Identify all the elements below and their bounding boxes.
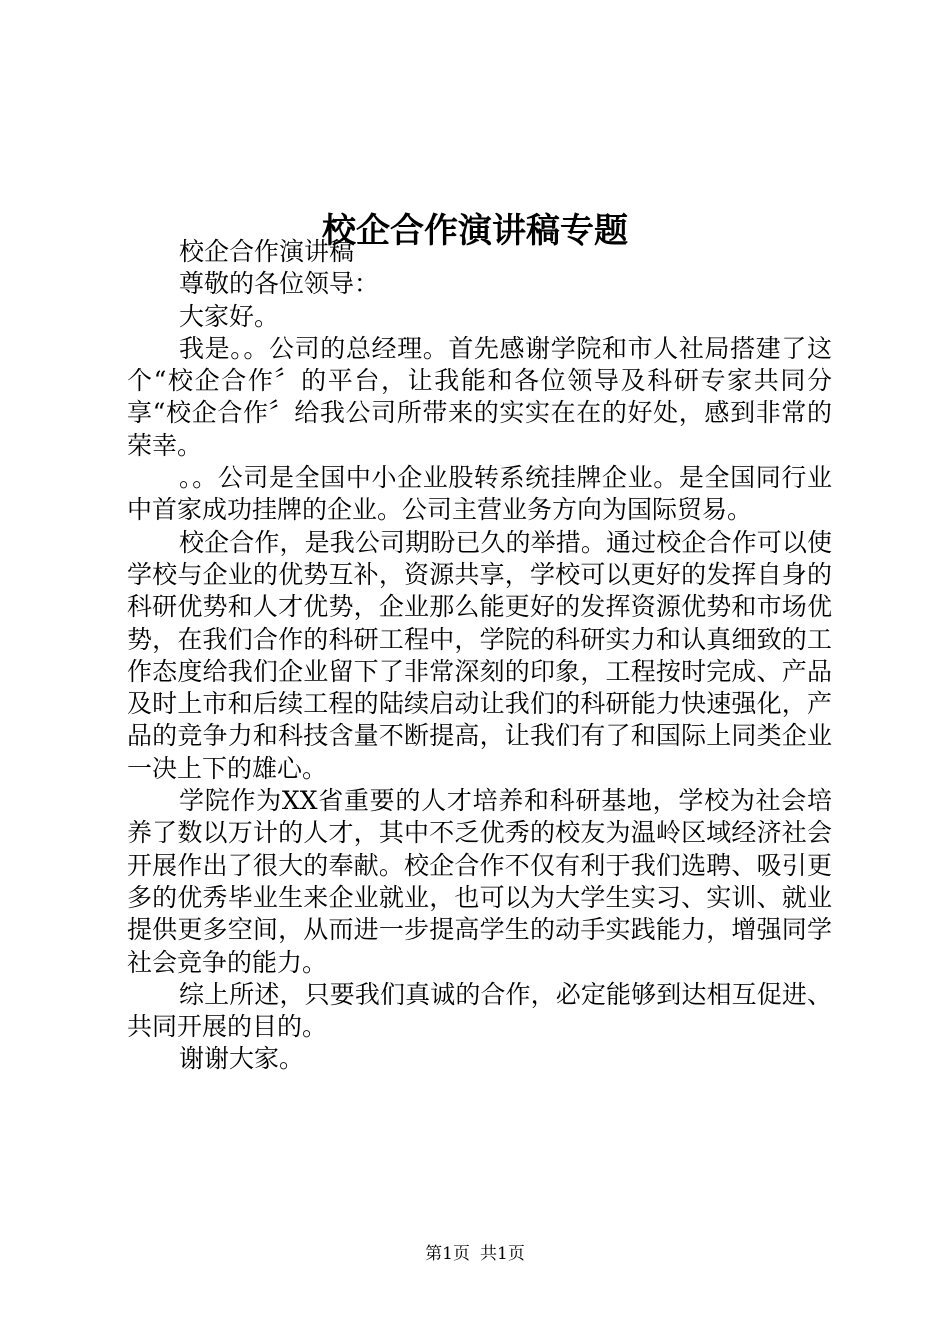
page-footer <box>0 1242 950 1266</box>
document-body <box>127 236 832 1076</box>
paragraph-thanks: 谢谢大家。 <box>179 1044 305 1074</box>
paragraph-greeting: 大家好。 <box>179 301 280 331</box>
paragraph-subtitle: 校企合作演讲稿 <box>179 237 355 266</box>
paragraph-company-profile: 。。公司是全国中小企业股转系统挂牌企业。是全国同行业中首家成功挂牌的企业。公司主营业务方向为国际贸易。 <box>127 463 832 525</box>
paragraph-cooperation: 校企合作，是我公司期盼已久的举措。通过校企合作可以使学校与企业的优势互补，资源共享，学校可以更好的发挥自身的科研优势和人才优势，企业那么能更好的发挥资源优势和市场优势，在我们合作的科研工程中，学院的科研实力和认真细致的工作态度给我们企业留下了非常深刻的印象，工程按时完成、产品及时上市和后续工程的陆续启动让我们的科研能力快速强化，产品的竞争力和科技含量不断提高，让我们有了和国际上同类企业一决上下的雄心。 <box>127 527 832 783</box>
page-number: 第1页 <box>425 1244 470 1264</box>
paragraph-introduction: 我是。。公司的总经理。首先感谢学院和市人社局搭建了这个“校企合作〞的平台，让我能和各位领导及科研专家共同分享“校企合作〞给我公司所带来的实实在在的好处，感到非常的荣幸。 <box>127 333 832 460</box>
paragraph-conclusion: 综上所述，只要我们真诚的合作，必定能够到达相互促进、共同开展的目的。 <box>127 979 832 1042</box>
paragraph-salutation: 尊敬的各位领导： <box>179 269 380 299</box>
document-title: 校企合作演讲稿专题 <box>322 210 628 251</box>
page-total: 共1页 <box>480 1244 525 1264</box>
paragraph-college: 学院作为XX省重要的人才培养和科研基地，学校为社会培养了数以万计的人才，其中不乏优秀的校友为温岭区域经济社会开展作出了很大的奉献。校企合作不仅有利于我们选聘、吸引更多的优秀毕业生来企业就业，也可以为大学生实习、实训、就业提供更多空间，从而进一步提高学生的动手实践能力，增强同学社会竞争的能力。 <box>127 786 832 977</box>
